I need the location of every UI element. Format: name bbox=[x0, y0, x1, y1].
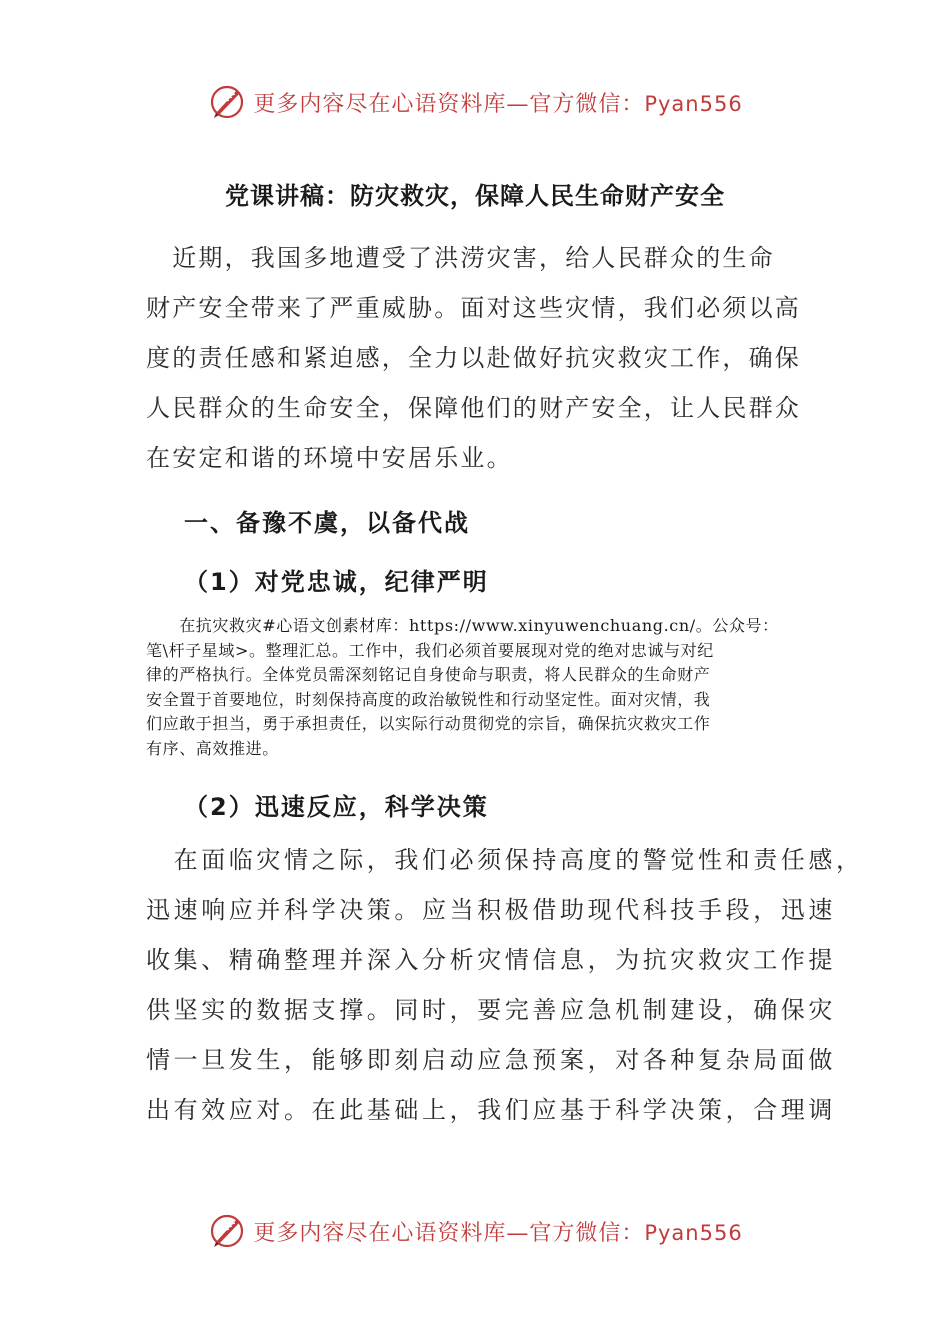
header-banner bbox=[0, 80, 950, 124]
subsection-1-paragraph bbox=[146, 614, 816, 761]
section-heading: 一、备豫不虞，以备代战 bbox=[184, 509, 470, 537]
paragraph-line: 情一旦发生，能够即刻启动应急预案，对各种复杂局面做 bbox=[146, 1046, 836, 1074]
intro-paragraph bbox=[146, 233, 806, 483]
paragraph-line: 在面临灾情之际，我们必须保持高度的警觉性和责任感， bbox=[146, 846, 864, 874]
subsection-2-paragraph bbox=[146, 835, 864, 1135]
paragraph-line: 在安定和谐的环境中安居乐业。 bbox=[146, 444, 513, 472]
paragraph-line: 收集、精确整理并深入分析灾情信息，为抗灾救灾工作提 bbox=[146, 946, 836, 974]
paragraph-line: 迅速响应并科学决策。应当积极借助现代科技手段，迅速 bbox=[146, 896, 836, 924]
paragraph-line: 有序、高效推进。 bbox=[146, 738, 279, 758]
quill-pen-logo-icon bbox=[207, 82, 247, 122]
paragraph-line: 供坚实的数据支撑。同时，要完善应急机制建设，确保灾 bbox=[146, 996, 836, 1024]
paragraph-line: 财产安全带来了严重威胁。面对这些灾情，我们必须以高 bbox=[146, 294, 801, 322]
subsection-heading-2: （2）迅速反应，科学决策 bbox=[184, 793, 489, 821]
paragraph-line: 在抗灾救灾#心语文创素材库：https://www.xinyuwenchuang.cn/。公众号： bbox=[146, 616, 779, 635]
quill-pen-logo-icon bbox=[207, 1211, 247, 1251]
paragraph-line: 出有效应对。在此基础上，我们应基于科学决策，合理调 bbox=[146, 1096, 836, 1124]
paragraph-line: 近期，我国多地遭受了洪涝灾害，给人民群众的生命 bbox=[146, 244, 775, 272]
subsection-heading-1: （1）对党忠诚，纪律严明 bbox=[184, 568, 489, 596]
banner-text: 更多内容尽在心语资料库—官方微信：Pyan556 bbox=[253, 91, 743, 117]
paragraph-line: 安全置于首要地位，时刻保持高度的政治敏锐性和行动坚定性。面对灾情，我 bbox=[146, 689, 711, 709]
paragraph-line: 度的责任感和紧迫感，全力以赴做好抗灾救灾工作，确保 bbox=[146, 344, 801, 372]
page-title: 党课讲稿：防灾救灾，保障人民生命财产安全 bbox=[225, 182, 725, 210]
paragraph-line: 们应敢于担当，勇于承担责任，以实际行动贯彻党的宗旨，确保抗灾救灾工作 bbox=[146, 714, 711, 733]
banner-text: 更多内容尽在心语资料库—官方微信：Pyan556 bbox=[253, 1220, 743, 1246]
paragraph-line: 律的严格执行。全体党员需深刻铭记自身使命与职责，将人民群众的生命财产 bbox=[146, 665, 711, 684]
footer-banner bbox=[0, 1209, 950, 1253]
paragraph-line: 笔\杆子星域>。整理汇总。工作中，我们必须首要展现对党的绝对忠诚与对纪 bbox=[146, 640, 714, 660]
paragraph-line: 人民群众的生命安全，保障他们的财产安全，让人民群众 bbox=[146, 394, 801, 422]
